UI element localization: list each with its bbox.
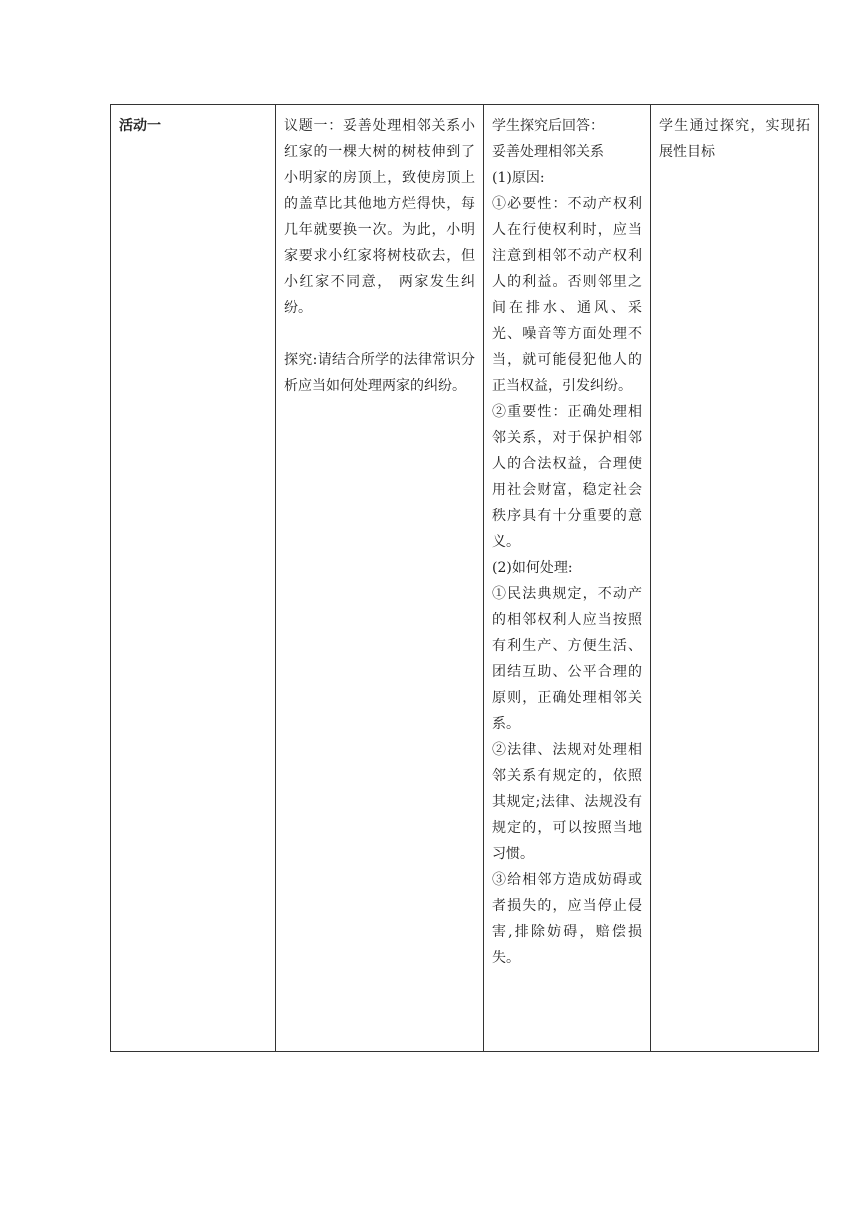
topic-cell [276, 105, 484, 1052]
answer-intro: 学生探究后回答： [492, 118, 604, 134]
reason-heading: (1)原因: [492, 170, 545, 186]
goal-cell [651, 105, 819, 1052]
handle-civil-code: ①民法典规定，不动产的相邻权利人应当按照有利生产、方便生活、团结互助、公平合理的原则，正确处理相邻关系。 [492, 586, 642, 732]
goal-text: 学生通过探究，实现拓展性目标 [659, 118, 810, 160]
table-row [111, 105, 819, 1052]
topic-scenario: 议题一：妥善处理相邻关系小红家的一棵大树的树枝伸到了小明家的房顶上，致使房顶上的盖草比其他地方烂得快，每几年就要换一次。为此，小明家要求小红家将树枝砍去，但小红家不同意， 两家发生纠纷。 [284, 118, 475, 316]
answer-cell [484, 105, 651, 1052]
reason-necessity: ①必要性：不动产权利人在行使权利时，应当注意到相邻不动产权利人的利益。否则邻里之间在排水、通风、采光、噪音等方面处理不当，就可能侵犯他人的正当权益，引发纠纷。 [492, 196, 642, 394]
activity-table [110, 104, 819, 1052]
activity-label: 活动一 [119, 118, 161, 134]
reason-importance: ②重要性：正确处理相邻关系，对于保护相邻人的合法权益，合理使用社会财富，稳定社会秩序具有十分重要的意义。 [492, 404, 642, 550]
handle-compensation: ③给相邻方造成妨碍或者损失的，应当停止侵害,排除妨碍，赔偿损失。 [492, 872, 642, 966]
topic-inquiry: 探究:请结合所学的法律常识分析应当如何处理两家的纠纷。 [284, 352, 475, 394]
answer-title: 妥善处理相邻关系 [492, 144, 604, 160]
handle-laws-customs: ②法律、法规对处理相邻关系有规定的，依照其规定;法律、法规没有规定的，可以按照当地习惯。 [492, 742, 642, 862]
activity-cell [111, 105, 276, 1052]
handle-heading: (2)如何处理: [492, 560, 573, 576]
